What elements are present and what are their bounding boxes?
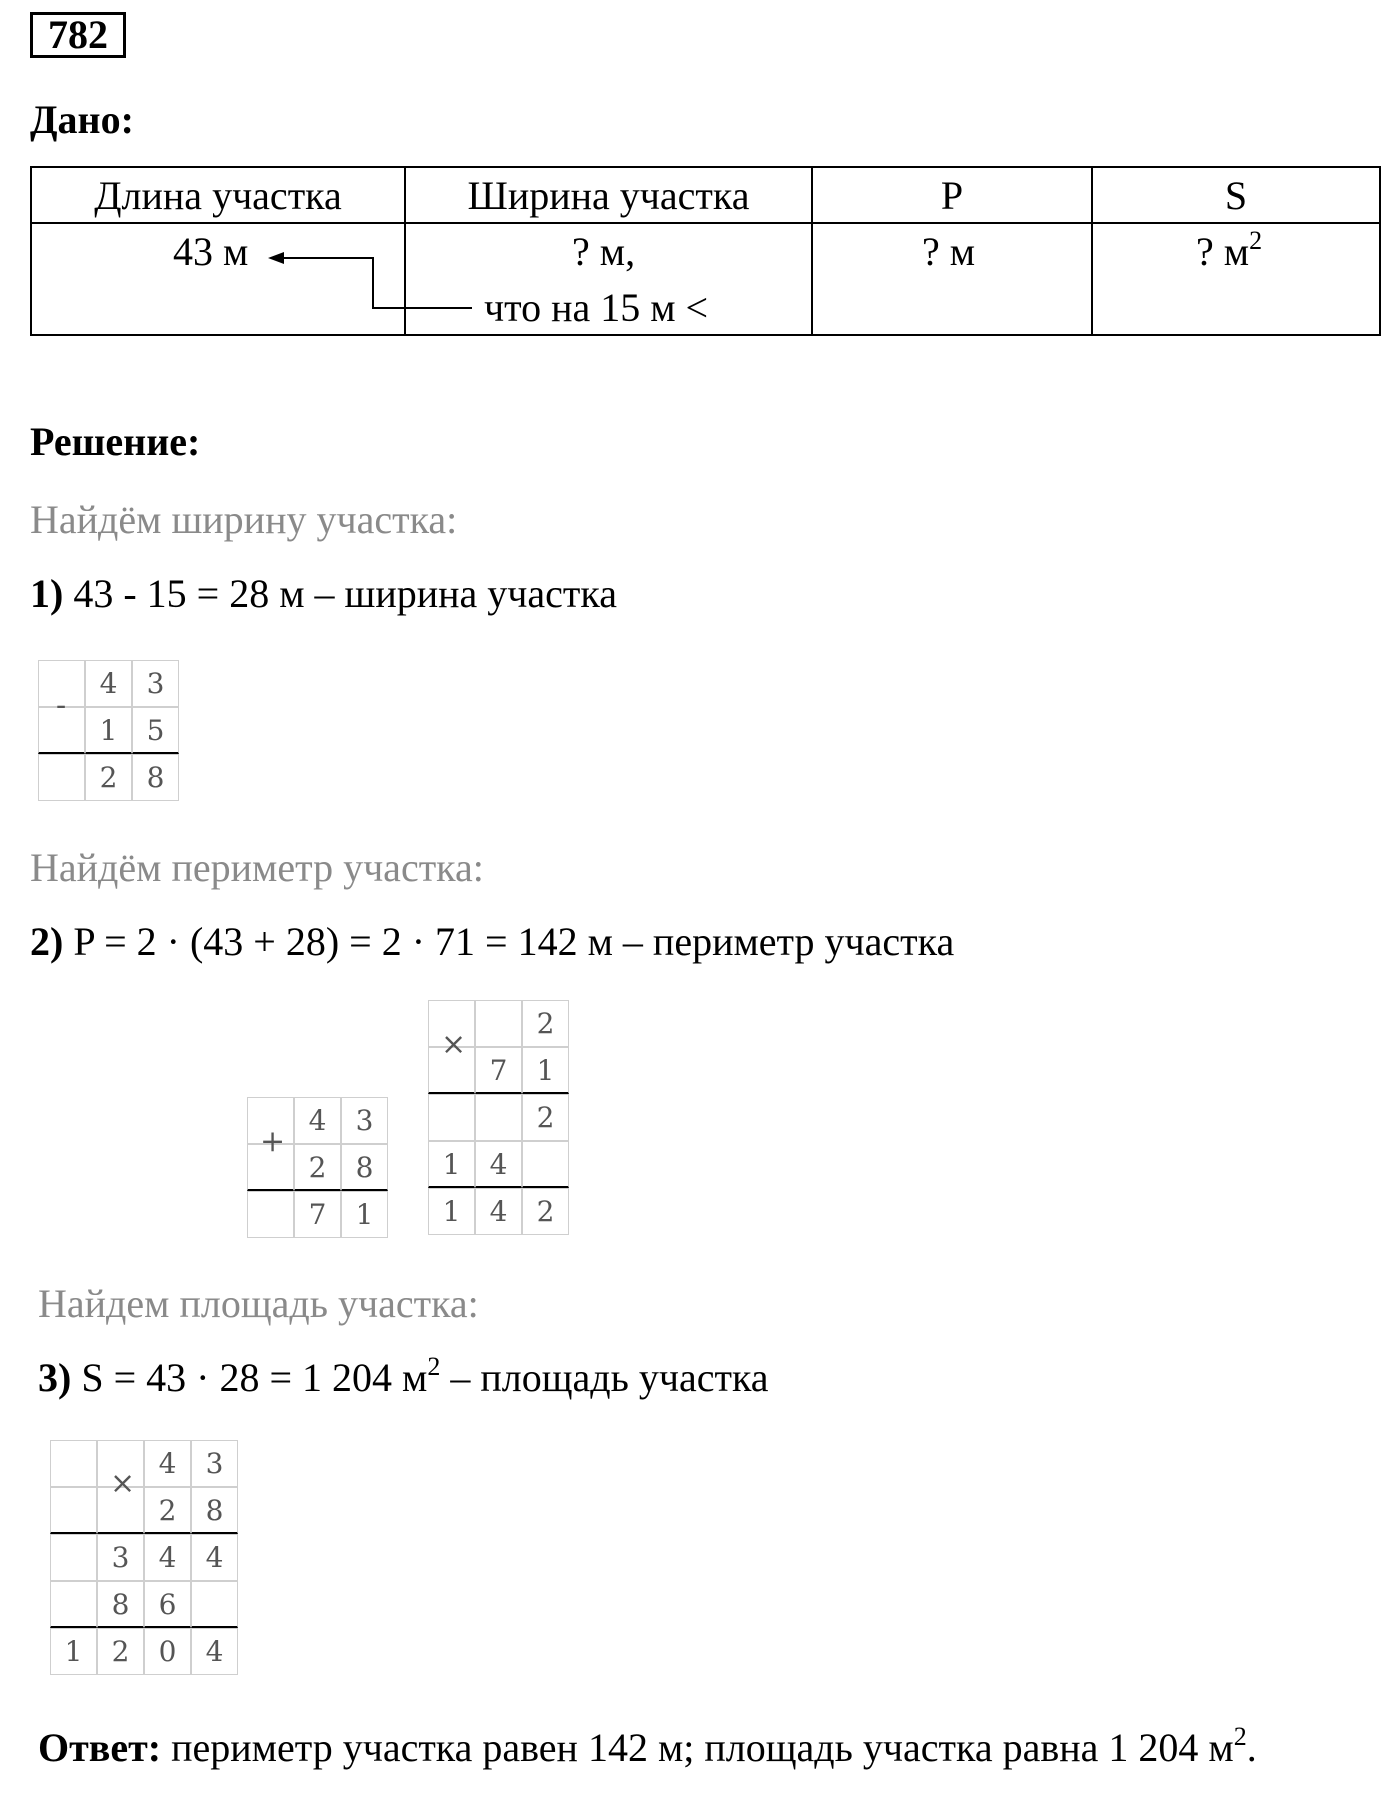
digit-cell: 6 [144, 1581, 191, 1628]
digit-cell: 4 [144, 1440, 191, 1487]
digit-cell: 2 [522, 1000, 569, 1047]
digit-cell: 4 [191, 1534, 238, 1581]
digit-cell: 1 [50, 1628, 97, 1675]
step1-line [30, 570, 617, 617]
answer-line [38, 1724, 1257, 1771]
area-value: ? м [1196, 229, 1250, 274]
digit-cell [428, 1094, 475, 1141]
digit-cell [50, 1487, 97, 1534]
step3-text-a: S = 43 · 28 = 1 204 м [81, 1355, 428, 1400]
step2-label: 2) [30, 919, 64, 964]
digit-cell: 8 [191, 1487, 238, 1534]
digit-cell [50, 1534, 97, 1581]
answer-label: Ответ: [38, 1725, 162, 1770]
perimeter-value: ? м [922, 229, 976, 274]
digit-cell [50, 1581, 97, 1628]
digit-cell: 3 [97, 1534, 144, 1581]
step2-text: P = 2 · (43 + 28) = 2 · 71 = 142 м – периметр участка [73, 919, 955, 964]
digit-cell: 2 [144, 1487, 191, 1534]
digit-cell: 4 [191, 1628, 238, 1675]
plus-sign: + [260, 1124, 286, 1159]
digit-cell: 0 [144, 1628, 191, 1675]
width-relation: что на 15 м < [484, 285, 709, 330]
digit-cell [522, 1141, 569, 1188]
digit-cell: 1 [428, 1141, 475, 1188]
area-value-wrap [1196, 228, 1262, 275]
addition-grid [247, 1097, 388, 1238]
answer-text: периметр участка равен 142 м; площадь участка равна 1 204 м [161, 1725, 1234, 1770]
step3-label: 3) [38, 1355, 72, 1400]
step1-label: 1) [30, 571, 64, 616]
digit-cell: 1 [428, 1188, 475, 1235]
length-value: 43 м [173, 229, 249, 274]
digit-cell: 8 [132, 754, 179, 801]
step3-exponent: 2 [427, 1352, 441, 1381]
step3-line [38, 1354, 769, 1401]
digit-cell: 4 [85, 660, 132, 707]
digit-cell: 3 [191, 1440, 238, 1487]
subtraction-grid [38, 660, 179, 801]
relation-arrow-icon [260, 240, 490, 320]
step1-text: 43 - 15 = 28 м – ширина участка [73, 571, 617, 616]
step3-text-b: – площадь участка [440, 1355, 769, 1400]
digit-cell [475, 1094, 522, 1141]
digit-cell [475, 1000, 522, 1047]
digit-cell [50, 1440, 97, 1487]
digit-cell: 8 [341, 1144, 388, 1191]
given-heading: Дано: [30, 97, 134, 142]
digit-cell: 4 [475, 1141, 522, 1188]
problem-number: 782 [30, 12, 126, 58]
digit-cell: 3 [341, 1097, 388, 1144]
digit-cell: 7 [294, 1191, 341, 1238]
digit-cell: 4 [475, 1188, 522, 1235]
digit-cell: 4 [144, 1534, 191, 1581]
digit-cell: 2 [294, 1144, 341, 1191]
step2-line [30, 918, 954, 965]
minus-sign: - [56, 688, 67, 723]
times-sign-perimeter: × [441, 1027, 467, 1062]
width-value: ? м, [572, 229, 636, 274]
header-length: Длина участка [31, 167, 405, 223]
step3-hint: Найдем площадь участка: [38, 1281, 479, 1326]
digit-cell: 1 [85, 707, 132, 754]
digit-cell: 1 [522, 1047, 569, 1094]
digit-cell: 2 [97, 1628, 144, 1675]
digit-cell: 8 [97, 1581, 144, 1628]
header-perimeter: P [812, 167, 1092, 223]
header-area: S [1092, 167, 1380, 223]
step1-hint: Найдём ширину участка: [30, 497, 458, 542]
digit-cell [247, 1191, 294, 1238]
step2-hint: Найдём периметр участка: [30, 845, 484, 890]
digit-cell: 3 [132, 660, 179, 707]
digit-cell: 7 [475, 1047, 522, 1094]
digit-cell: 2 [522, 1188, 569, 1235]
area-unit-exponent: 2 [1249, 226, 1263, 255]
digit-cell: 1 [341, 1191, 388, 1238]
header-width: Ширина участка [405, 167, 812, 223]
answer-end: . [1246, 1725, 1257, 1770]
digit-cell: 2 [522, 1094, 569, 1141]
digit-cell [191, 1581, 238, 1628]
digit-cell: 5 [132, 707, 179, 754]
digit-cell: 2 [85, 754, 132, 801]
digit-cell: 4 [294, 1097, 341, 1144]
answer-exponent: 2 [1233, 1722, 1247, 1751]
solution-heading: Решение: [30, 419, 201, 464]
multiplication-grid-area [50, 1440, 238, 1675]
times-sign-area: × [110, 1466, 136, 1501]
digit-cell [38, 754, 85, 801]
